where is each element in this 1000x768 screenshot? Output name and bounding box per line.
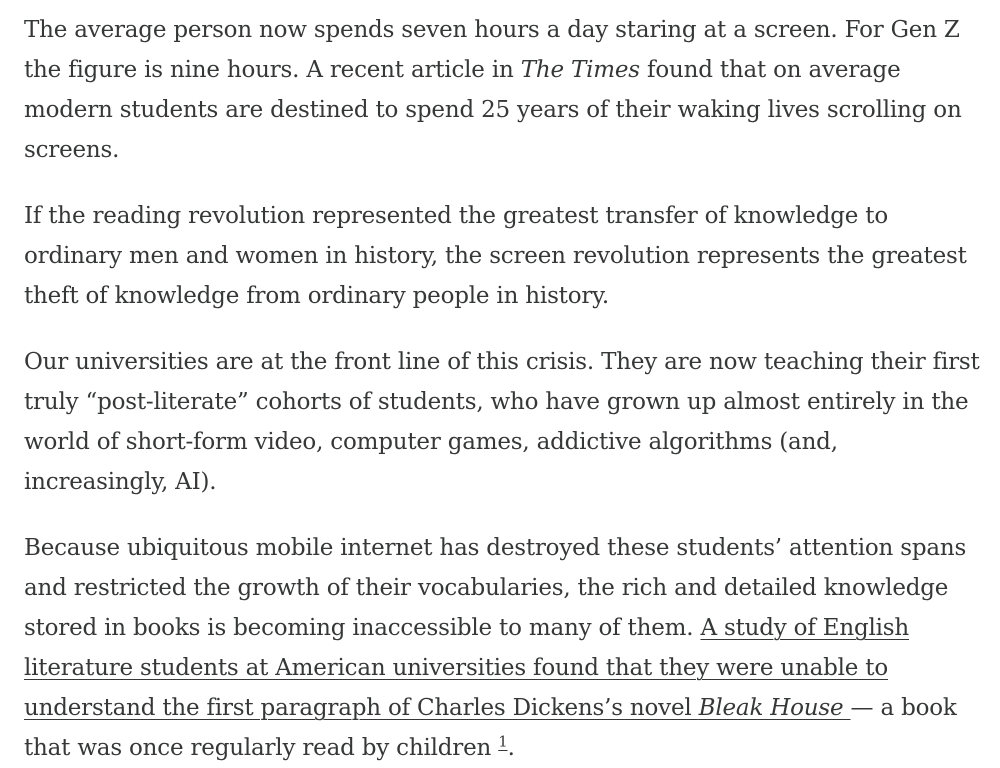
paragraph-text: found that on average modern students are destined to spend 25 years of their waking lives scrolling on screens. bbox=[24, 57, 962, 163]
publication-title: The Times bbox=[520, 57, 640, 83]
footnote-anchor[interactable]: 1 bbox=[498, 732, 508, 751]
paragraph-end: . bbox=[507, 735, 515, 761]
paragraph-screen-revolution bbox=[24, 196, 982, 316]
paragraph-text: Our universities are at the front line of this crisis. They are now teaching their first truly “post-literate” cohorts of students, who have grown up almost entirely in the world of short-form video, computer games, addictive algorithms (and, increasingly, AI). bbox=[24, 349, 980, 495]
paragraph-text: Because ubiquitous mobile internet has destroyed these students’ attention spans and restricted the growth of their vocabularies, the rich and detailed knowledge stored in books is becoming inaccessible to many of them. bbox=[24, 535, 967, 641]
study-link-text: A study of English literature students at American universities found that they were unable to understand the first paragraph of Charles Dickens’s novel bbox=[24, 615, 910, 721]
paragraph-attention-spans bbox=[24, 528, 982, 768]
book-title: Bleak House bbox=[698, 695, 851, 721]
paragraph-text: The average person now spends seven hours a day staring at a screen. For Gen Z the figure is nine hours. A recent article in bbox=[24, 17, 960, 83]
paragraph-text: — a book that was once regularly read by children bbox=[24, 695, 957, 761]
paragraph-text: If the reading revolution represented the greatest transfer of knowledge to ordinary men and women in history, the screen revolution represents the greatest theft of knowledge from ordinary people in history. bbox=[24, 203, 967, 309]
article-body bbox=[24, 10, 982, 768]
paragraph-screen-time bbox=[24, 10, 982, 170]
paragraph-universities bbox=[24, 342, 982, 502]
